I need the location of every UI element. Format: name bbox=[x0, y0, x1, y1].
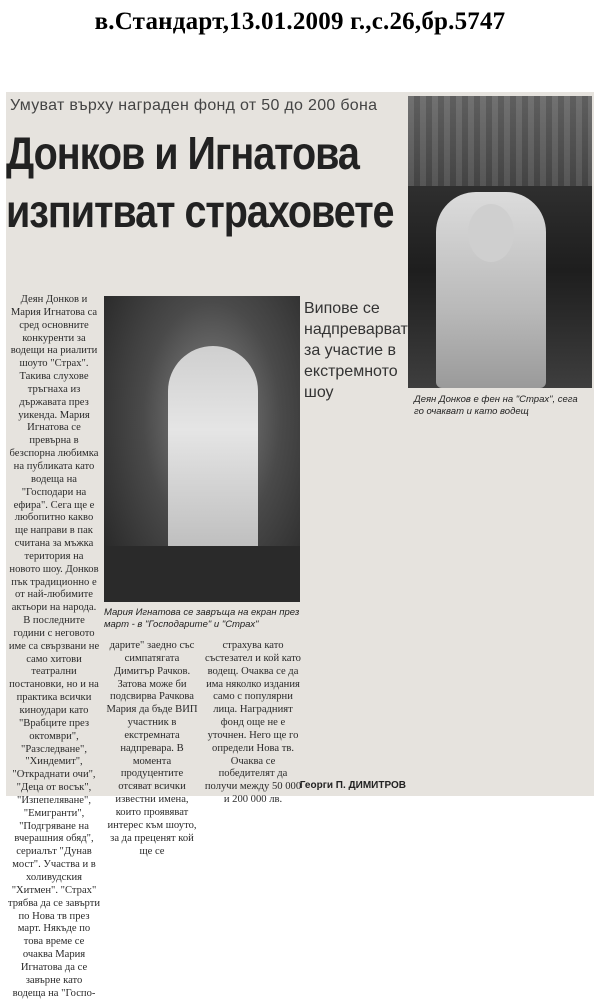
kicker: Умуват върху награден фонд от 50 до 200 бона bbox=[10, 97, 378, 114]
article-column-2: дарите" заедно със симпатягата Димитър Рачков. Затова може би подсвирва Рачкова Мария да бъде ВИП участник в екстремната надпревара. В момента продуцентите отсяват всички известни имена, които проявяват интерес към шоуто, за да преценят кой ще се bbox=[106, 640, 198, 857]
subtitle: Випове се надпреварват за участие в екстремното шоу bbox=[304, 300, 408, 401]
article-column-1: Деян Донков и Мария Игнатова са сред основните конкуренти за водещи на риалити шоуто "Страх". Такива слухове тръгнаха из държавата през уикенда. Мария Игнатова се превърна в безспорна любимка на публиката като водеща на "Господари на ефира". Сега ще е любопитно какво ще направи в пак считана за мъжка територия на новото шоу. Донков пък традиционно е от най-любимите актьори на народа. В последните години с неговото име са свързвани не само хитови театрални постановки, но и на практика всички киноудари като "Врабците през октомври", "Разследване", "Хиндемит", "Откраднати очи", "Деца от восък", "Изпепеляване", "Емигранти", "Подгряване на вчерашния обяд", сериалът "Дунав мост". Участва и в холивудския "Хитмен". "Страх" трябва да се завърти по Нова тв през март. Някъде по това време се очаква Мария Игнатова да се завърне като водеща на "Госпо- bbox=[8, 294, 101, 999]
photo-background bbox=[408, 96, 592, 186]
photo-second bbox=[104, 296, 300, 602]
source-line: в.Стандарт,13.01.2009 г.,с.26,бр.5747 bbox=[94, 8, 506, 35]
photo-main-caption: Деян Донков е фен на "Страх", сега го очакват и като водещ bbox=[414, 394, 578, 417]
headline bbox=[6, 124, 394, 240]
photo-main bbox=[408, 96, 592, 388]
photo-second-caption: Мария Игнатова се завръща на екран през март - в "Господарите" и "Страх" bbox=[104, 607, 300, 630]
headline-line-1: Донков и Игнатова bbox=[6, 127, 359, 179]
photo-figure bbox=[168, 346, 258, 556]
byline: Георги П. ДИМИТРОВ bbox=[299, 780, 406, 791]
headline-line-2: изпитват страховете bbox=[6, 185, 394, 237]
photo-table bbox=[104, 546, 300, 602]
photo-figure-head bbox=[468, 204, 514, 262]
article-column-3: страхува като състезател и кой като водещ. Очаква се да има няколко издания само с популярни лица. Наградният фонд още не е уточнен. Него ще го определи Нова тв. Очаква се победителят да получи между 50 000 и 200 000 лв. bbox=[204, 640, 302, 806]
